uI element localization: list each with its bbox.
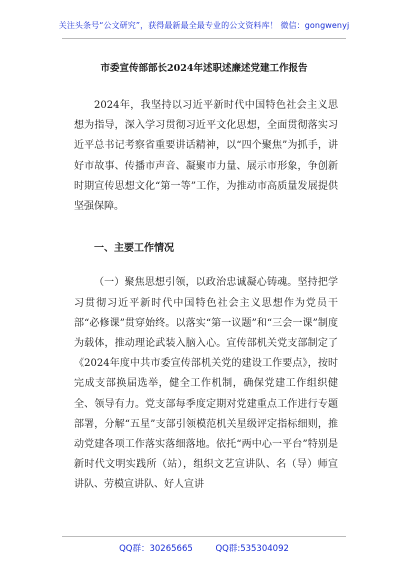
footer-divider [62,536,346,537]
footer-qq-group-2: QQ群:535304092 [215,544,289,554]
header-divider [62,38,346,39]
footer-qq-group-1: QQ群：30265665 [119,544,193,554]
section-heading: 一、主要工作情况 [94,243,174,255]
section-paragraph: （一）聚焦思想引领，以政治忠诚凝心铸魂。坚持把学习贯彻习近平新时代中国特色社会主义思想作为党员干部“必修课”贯穿始终。以落实“第一议题”和“三会一课”制度为载体，推动理论武装入脑入心。宣传部机关党支部制定了《2024年度中共市委宣传部机关党的建设工作要点》，按时完成支部换届选举，健全工作机制，确保党建工作组织健全、领导有力。党支部每季度定期对党建重点工作进行专题部署，分解“五星”支部引领模范机关星级评定指标细则，推动党建各项工作落实落细落地。依托“两中心一平台”特别是新时代文明实践所（站），组织文艺宣讲队、名（导）师宣讲队、劳模宣讲队、好人宣讲 [74,277,338,491]
intro-paragraph: 2024年，我坚持以习近平新时代中国特色社会主义思想为指导，深入学习贯彻习近平文化思想，全面贯彻落实习近平总书记考察省重要讲话精神，以“四个聚焦”为抓手，讲好市故事、传播市声音、凝聚市力量、展示市形象，争创新时期宣传思想文化“第一等”工作，为推动市高质量发展提供坚强保障。 [74,100,338,213]
document-title: 市委宣传部部长2024年述职述廉述党建工作报告 [100,63,308,74]
footer [0,542,408,554]
promo-banner: 关注头条号“公文研究”，获得最新最全最专业的公文资料库！ 微信：gongwenyj [58,21,350,30]
document-body [74,96,338,496]
